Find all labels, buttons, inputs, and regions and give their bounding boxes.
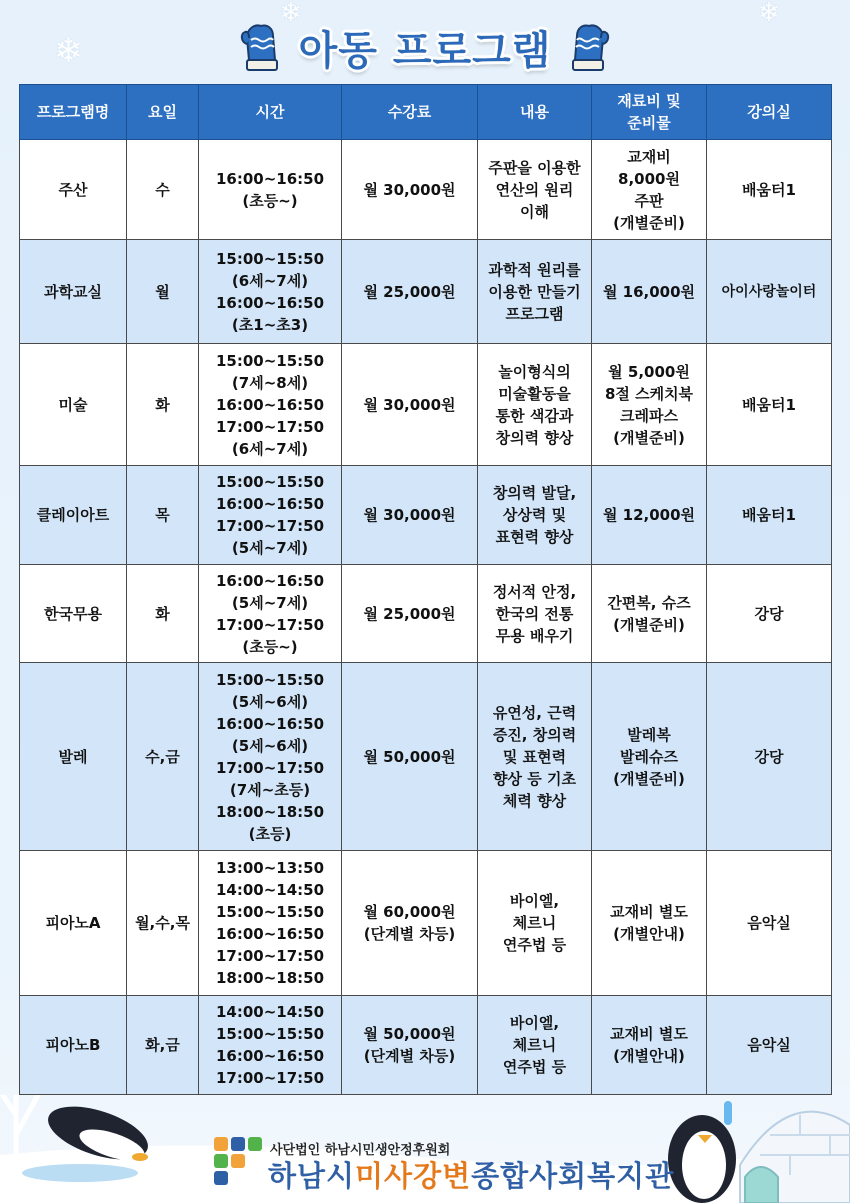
- cell-room: 배움터1: [707, 140, 832, 240]
- cell-material: 교재비 8,000원 주판 (개별준비): [592, 140, 707, 240]
- snowflake-icon: ❄: [54, 31, 83, 71]
- cell-program: 클레이아트: [20, 466, 127, 565]
- column-header-time: 시간: [199, 85, 342, 140]
- cell-time: 13:00~13:50 14:00~14:50 15:00~15:50 16:00~16:50 17:00~17:50 18:00~18:50: [199, 851, 342, 996]
- org-name-highlight: 미사강변: [355, 1159, 472, 1193]
- penguin-standing-icon: [668, 1101, 736, 1203]
- table-header-row: [20, 85, 832, 140]
- cell-content: 주판을 이용한 연산의 원리 이해: [478, 140, 592, 240]
- cell-content: 바이엘, 체르니 연주법 등: [478, 851, 592, 996]
- cell-fee: 월 25,000원: [342, 565, 478, 663]
- table-row: [20, 344, 832, 466]
- table-row: [20, 996, 832, 1095]
- cell-time: 15:00~15:50 16:00~16:50 17:00~17:50 (5세~7세): [199, 466, 342, 565]
- cell-program: 한국무용: [20, 565, 127, 663]
- cell-room: 배움터1: [707, 466, 832, 565]
- igloo-icon: [740, 1112, 850, 1203]
- cell-room: 음악실: [707, 851, 832, 996]
- cell-content: 창의력 발달, 상상력 및 표현력 향상: [478, 466, 592, 565]
- cell-day: 수: [127, 140, 199, 240]
- org-name-suffix: 종합사회복지관: [471, 1159, 675, 1193]
- cell-fee: 월 30,000원: [342, 344, 478, 466]
- cell-material: 간편복, 슈즈 (개별준비): [592, 565, 707, 663]
- cell-content: 놀이형식의 미술활동을 통한 색감과 창의력 향상: [478, 344, 592, 466]
- cell-time: 15:00~15:50 (7세~8세) 16:00~16:50 17:00~17:50 (6세~7세): [199, 344, 342, 466]
- cell-room: 배움터1: [707, 344, 832, 466]
- cell-program: 발레: [20, 663, 127, 851]
- org-name-prefix: 하남시: [268, 1159, 356, 1193]
- snowflake-icon: ❄: [280, 0, 302, 28]
- column-header-material: 재료비 및 준비물: [592, 85, 707, 140]
- column-header-program: 프로그램명: [20, 85, 127, 140]
- page-title: 아동 프로그램: [298, 27, 552, 74]
- cell-day: 목: [127, 466, 199, 565]
- cell-program: 피아노B: [20, 996, 127, 1095]
- cell-content: 바이엘, 체르니 연주법 등: [478, 996, 592, 1095]
- organization-subtitle: 사단법인 하남시민생안정후원회: [270, 1143, 451, 1158]
- cell-day: 월,수,목: [127, 851, 199, 996]
- cell-program: 주산: [20, 140, 127, 240]
- cell-material: 월 5,000원 8절 스케치북 크레파스 (개별준비): [592, 344, 707, 466]
- cell-content: 유연성, 근력 증진, 창의력 및 표현력 향상 등 기초 체력 향상: [478, 663, 592, 851]
- column-header-room: 강의실: [707, 85, 832, 140]
- cell-program: 미술: [20, 344, 127, 466]
- cell-room: 강당: [707, 565, 832, 663]
- cell-material: 월 16,000원: [592, 240, 707, 344]
- cell-fee: 월 30,000원: [342, 466, 478, 565]
- table-row: [20, 663, 832, 851]
- cell-fee: 월 50,000원: [342, 663, 478, 851]
- program-table: [19, 84, 832, 1095]
- column-header-content: 내용: [478, 85, 592, 140]
- cell-material: 교재비 별도 (개별안내): [592, 851, 707, 996]
- table-row: [20, 466, 832, 565]
- cell-material: 교재비 별도 (개별안내): [592, 996, 707, 1095]
- cell-time: 16:00~16:50 (초등~): [199, 140, 342, 240]
- cell-content: 과학적 원리를 이용한 만들기 프로그램: [478, 240, 592, 344]
- cell-day: 화: [127, 565, 199, 663]
- table-row: [20, 140, 832, 240]
- cell-content: 정서적 안정, 한국의 전통 무용 배우기: [478, 565, 592, 663]
- cell-day: 화,금: [127, 996, 199, 1095]
- cell-room: 음악실: [707, 996, 832, 1095]
- mitten-icon: [239, 20, 285, 74]
- cell-fee: 월 30,000원: [342, 140, 478, 240]
- cell-time: 14:00~14:50 15:00~15:50 16:00~16:50 17:00~17:50: [199, 996, 342, 1095]
- cell-day: 월: [127, 240, 199, 344]
- mitten-icon: [565, 20, 611, 74]
- cell-fee: 월 60,000원 (단계별 차등): [342, 851, 478, 996]
- cell-time: 16:00~16:50 (5세~7세) 17:00~17:50 (초등~): [199, 565, 342, 663]
- cell-program: 과학교실: [20, 240, 127, 344]
- cell-day: 화: [127, 344, 199, 466]
- table-row: [20, 851, 832, 996]
- table-row: [20, 565, 832, 663]
- cell-material: 발레복 발레슈즈 (개별준비): [592, 663, 707, 851]
- cell-program: 피아노A: [20, 851, 127, 996]
- cell-fee: 월 25,000원: [342, 240, 478, 344]
- cell-day: 수,금: [127, 663, 199, 851]
- cell-material: 월 12,000원: [592, 466, 707, 565]
- column-header-day: 요일: [127, 85, 199, 140]
- column-header-fee: 수강료: [342, 85, 478, 140]
- snowflake-icon: ❄: [758, 0, 780, 28]
- cell-fee: 월 50,000원 (단계별 차등): [342, 996, 478, 1095]
- cell-room: 아이사랑놀이터: [707, 240, 832, 344]
- cell-room: 강당: [707, 663, 832, 851]
- organization-logo: [212, 1135, 264, 1187]
- cell-time: 15:00~15:50 (5세~6세) 16:00~16:50 (5세~6세) 17:00~17:50 (7세~초등) 18:00~18:50 (초등): [199, 663, 342, 851]
- page-header: [0, 14, 850, 80]
- organization-name: [268, 1154, 674, 1195]
- cell-time: 15:00~15:50 (6세~7세) 16:00~16:50 (초1~초3): [199, 240, 342, 344]
- table-row: [20, 240, 832, 344]
